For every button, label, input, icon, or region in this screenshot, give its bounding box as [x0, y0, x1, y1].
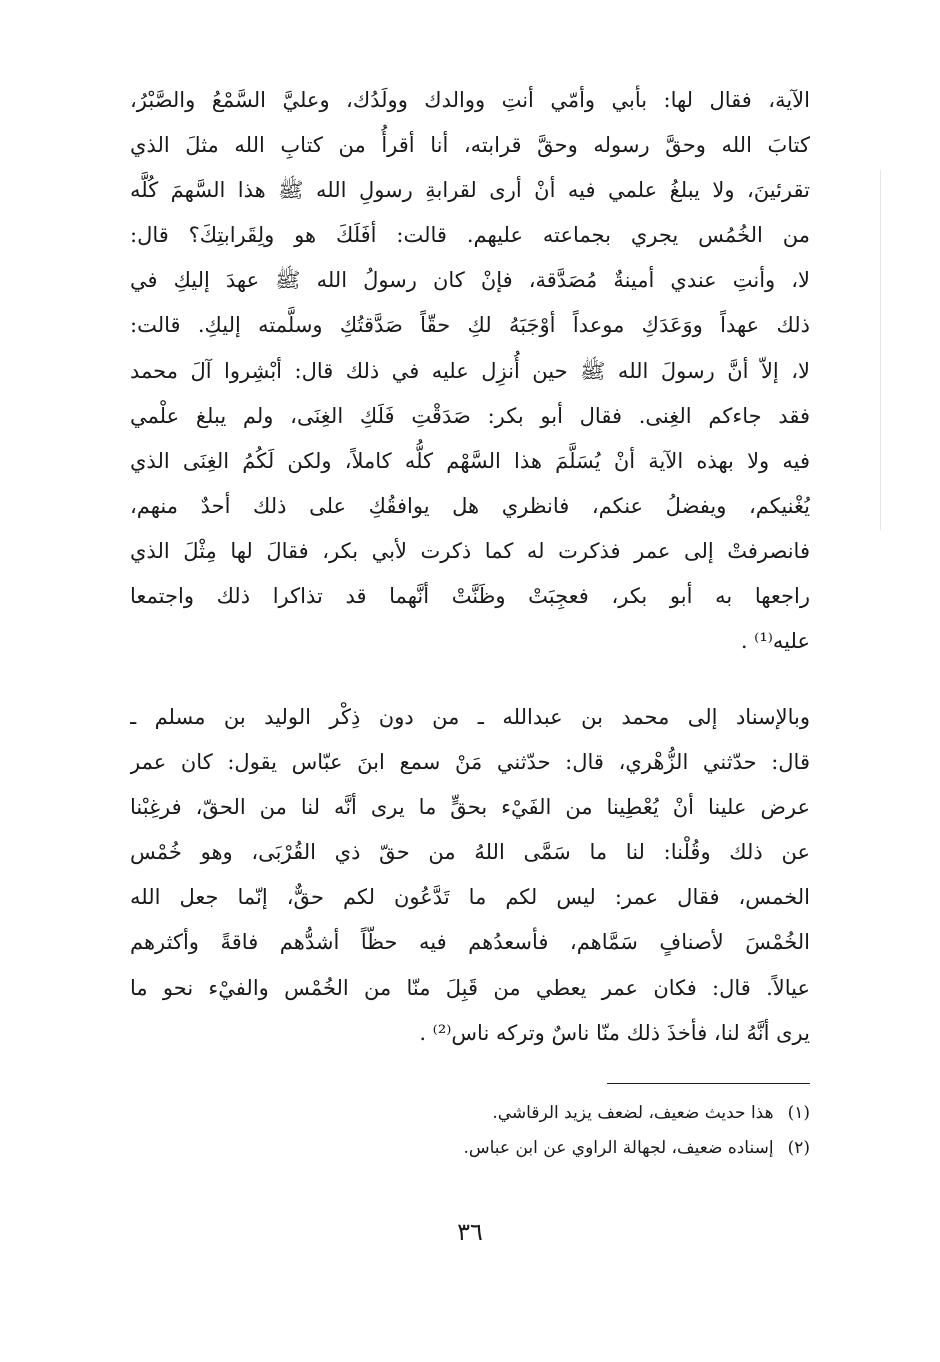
- text-line: عرض علينا أنْ يُعْطِينا من الفَيْء بحقٍّ ما يرى أنَّه لنا من الحقّ، فرغِبْنا: [130, 795, 810, 820]
- text-line: وبالإسناد إلى محمد بن عبدالله ـ من دون ذِكْر الوليد بن مسلم ـ: [130, 705, 810, 729]
- footnotes: [130, 1096, 810, 1166]
- text-line: فيه ولا بهذه الآية أنْ يُسَلَّمَ هذا السَّهْم كلُّه كاملاً، ولكن لَكُمُ الغِنَى الذي: [130, 448, 810, 473]
- text-line: عيالاً. قال: فكان عمر يعطي من قَبِلَ منّا من الخُمْس والفيْء نحو ما: [130, 975, 810, 1000]
- text-line: الآية، فقال لها: بأبي وأمّي أنتِ ووالدك وولَدُك، وعليَّ السَّمْعُ والصَّبْرُ،: [130, 88, 810, 112]
- text-line: لا، إلاّ أنَّ رسولَ الله ﷺ حين أُنزِل عليه في ذلك قال: أبْشِروا آلَ محمد: [130, 358, 810, 383]
- footnote-text: إسناده ضعيف، لجهالة الراوي عن ابن عباس.: [463, 1138, 774, 1158]
- text-line: كتابَ الله وحقَّ رسوله وحقَّ قرابته، أنا أقرأُ من كتابِ الله مثلَ الذي: [130, 133, 810, 158]
- text-line: من الخُمُس يجري بجماعته عليهم. قالت: أفَلَكَ هو ولِقَرابتِكَ؟ قال:: [130, 223, 810, 248]
- text-line: ذلك عهداً ووَعَدَكِ موعداً أوْجَبَهُ لكِ حقّاً صَدَّقتُكِ وسلَّمته إليكِ. قالت:: [130, 313, 810, 338]
- footnote-divider: [607, 1083, 810, 1084]
- footnote-number: (٢): [787, 1138, 810, 1158]
- footnote-number: (١): [787, 1103, 810, 1123]
- text-line: الخُمْسَ لأصنافٍ سَمَّاهم، فأسعدُهم فيه حظّاً أشدُّهم فاقةً وأكثرهم: [130, 930, 810, 955]
- text-line: يُغْنيكم، ويفضلُ عنكم، فانظري هل يوافقُكِ على ذلك أحدٌ منهم،: [130, 493, 810, 518]
- text-line: عن ذلك وقُلْنا: لنا ما سَمَّى اللهُ من حقّ ذي القُرْبَى، وهو خُمْس: [130, 840, 810, 865]
- text-line: تقرئينَ، ولا يبلغُ علمي فيه أنْ أرى لقرابةِ رسولِ الله ﷺ هذا السَّهمَ كُلَّه: [130, 178, 810, 203]
- footnote-text: هذا حديث ضعيف، لضعف يزيد الرقاشي.: [492, 1103, 774, 1123]
- text-line: لا، وأنتِ عندي أمينةٌ مُصَدَّقة، فإنْ كان رسولُ الله ﷺ عهدَ إليكِ في: [130, 268, 810, 293]
- text-line: الخمس، فقال عمر: ليس لكم ما تَدَّعُون لكم حقٌّ، إنّما جعل الله: [130, 885, 810, 910]
- text-line: فانصرفتْ إلى عمر فذكرت له كما ذكرت لأبي بكر، فقالَ لها مِثْلَ الذي: [130, 538, 810, 563]
- text-line: راجعها به أبو بكر، فعجِبَتْ وظَنَّتْ أنَّهما قد تذاكرا ذلك واجتمعا: [130, 584, 810, 609]
- paragraph-1: [130, 78, 810, 664]
- text-line: يرى أنَّهُ لنا، فأخذَ ذلك منّا ناسٌ وتركه ناس⁽²⁾ .: [419, 1020, 810, 1045]
- paragraph-2: [130, 695, 810, 1056]
- text-line: فقد جاءكم الغِنى. فقال أبو بكر: صَدَقْتِ فَلَكِ الغِنَى، ولم يبلغ علْمي: [130, 403, 810, 428]
- scan-margin-line: [880, 170, 881, 530]
- page-number: ٣٦: [457, 1218, 483, 1246]
- footnote-1: [130, 1096, 810, 1131]
- footnote-2: [130, 1131, 810, 1166]
- text-line: عليه⁽¹⁾ .: [740, 629, 810, 654]
- text-line: قال: حدّثني الزُّهْري، قال: حدّثني مَنْ سمع ابنَ عبّاس يقول: كان عمر: [130, 750, 810, 775]
